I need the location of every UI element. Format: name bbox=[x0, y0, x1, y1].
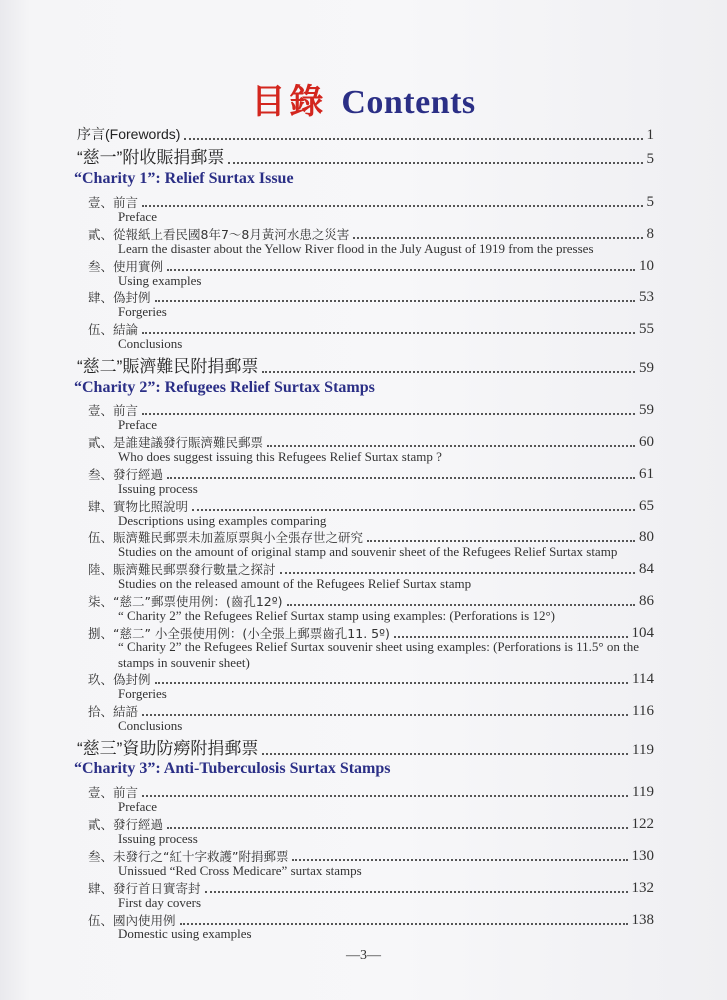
dot-leader bbox=[142, 332, 635, 334]
section-title-en: Issuing process bbox=[118, 481, 198, 496]
section-title-zh: 柒、“慈二”郵票使用例：(齒孔12º) bbox=[88, 594, 283, 609]
section-title-en: Issuing process bbox=[118, 831, 198, 846]
toc-section bbox=[88, 431, 654, 451]
title-chinese: 目錄 bbox=[251, 84, 328, 121]
page-number: —3— bbox=[346, 948, 381, 963]
toc-section bbox=[88, 668, 654, 688]
chapter-title-en: “Charity 2”: Refugees Relief Surtax Stamps bbox=[74, 379, 375, 396]
toc-page-number: 5 bbox=[646, 194, 654, 210]
section-title-en: Preface bbox=[118, 799, 157, 814]
toc-chapter-2 bbox=[77, 357, 654, 377]
dot-leader bbox=[267, 445, 635, 447]
section-title-en: Domestic using examples bbox=[118, 926, 252, 941]
toc-section bbox=[88, 463, 654, 483]
toc-page-number: 60 bbox=[639, 434, 654, 450]
page-title bbox=[0, 74, 727, 123]
section-title-en: “ Charity 2” the Refugees Relief Surtax stamp using examples: (Perforations is 12°) bbox=[118, 608, 555, 623]
section-title-zh: 拾、結語 bbox=[88, 704, 139, 719]
section-title-zh: 肆、偽封例 bbox=[88, 290, 151, 305]
dot-leader bbox=[353, 237, 642, 239]
section-title-en: Using examples bbox=[118, 273, 202, 288]
section-title-zh: 貳、是誰建議發行賑濟難民郵票 bbox=[88, 435, 264, 450]
dot-leader bbox=[280, 572, 635, 574]
dot-leader bbox=[292, 859, 627, 861]
section-title-en: Conclusions bbox=[118, 718, 183, 733]
section-title-en: Forgeries bbox=[118, 686, 167, 701]
dot-leader bbox=[167, 827, 627, 829]
section-title-en: Preface bbox=[118, 417, 157, 432]
section-title-zh: 捌、“慈二” 小全張使用例：(小全張上郵票齒孔11. 5º) bbox=[88, 626, 390, 641]
title-english: Contents bbox=[341, 84, 476, 121]
chapter-title-en: “Charity 1”: Relief Surtax Issue bbox=[74, 170, 294, 187]
toc-entry-label: 序言(Forewords) bbox=[77, 126, 181, 142]
toc-page-number: 1 bbox=[646, 127, 654, 143]
section-title-en: Descriptions using examples comparing bbox=[118, 513, 327, 528]
toc-page-number: 53 bbox=[639, 289, 654, 305]
toc-section bbox=[88, 526, 654, 546]
section-title-zh: 玖、偽封例 bbox=[88, 672, 151, 687]
dot-leader bbox=[262, 753, 628, 755]
section-title-en: Unissued “Red Cross Medicare” surtax stamps bbox=[118, 863, 362, 878]
dot-leader bbox=[142, 205, 642, 207]
toc-chapter-1 bbox=[77, 148, 654, 168]
section-title-en: Studies on the amount of original stamp and souvenir sheet of the Refugees Relief Surtax stamp bbox=[118, 544, 618, 559]
toc-section bbox=[88, 495, 654, 515]
section-title-zh: 壹、前言 bbox=[88, 195, 139, 210]
toc-section bbox=[88, 223, 654, 243]
section-title-en: Studies on the released amount of the Refugees Relief Surtax stamp bbox=[118, 576, 472, 591]
chapter-title-zh: “慈二”賑濟難民附捐郵票 bbox=[77, 357, 259, 376]
toc-section bbox=[88, 845, 654, 865]
section-title-zh: 陸、賑濟難民郵票發行數量之探討 bbox=[88, 562, 276, 577]
dot-leader bbox=[142, 714, 628, 716]
toc-chapter-3 bbox=[77, 739, 654, 759]
dot-leader bbox=[142, 413, 635, 415]
section-title-zh: 壹、前言 bbox=[88, 785, 139, 800]
dot-leader bbox=[155, 300, 635, 302]
toc-page-number: 80 bbox=[639, 529, 654, 545]
toc-section bbox=[88, 255, 654, 275]
section-title-zh: 伍、結論 bbox=[88, 322, 139, 337]
chapter-title-en: “Charity 3”: Anti-Tuberculosis Surtax Stamps bbox=[74, 760, 391, 777]
dot-leader bbox=[192, 509, 635, 511]
dot-leader bbox=[184, 138, 642, 140]
section-title-zh: 貳、從報紙上看民國8年7～8月黃河水患之災害 bbox=[88, 227, 350, 242]
section-title-zh: 肆、實物比照說明 bbox=[88, 499, 189, 514]
dot-leader bbox=[228, 162, 642, 164]
toc-page-number: 59 bbox=[639, 402, 654, 418]
toc-page-number: 10 bbox=[639, 258, 654, 274]
section-title-en: Preface bbox=[118, 209, 157, 224]
chapter-title-zh: “慈三”資助防癆附捐郵票 bbox=[77, 739, 259, 758]
toc-page-number: 61 bbox=[639, 466, 654, 482]
toc-page-number: 114 bbox=[632, 671, 654, 687]
toc-section bbox=[88, 399, 654, 419]
dot-leader bbox=[287, 604, 635, 606]
toc-section bbox=[88, 318, 654, 338]
toc-section bbox=[88, 191, 654, 211]
dot-leader bbox=[155, 682, 629, 684]
toc-page-number: 119 bbox=[632, 784, 654, 800]
toc-page-number: 130 bbox=[631, 848, 654, 864]
section-title-en: Conclusions bbox=[118, 336, 183, 351]
toc-page-number: 55 bbox=[639, 321, 654, 337]
section-title-zh: 貳、發行經過 bbox=[88, 817, 164, 832]
section-title-en: Learn the disaster about the Yellow River flood in the July August of 1919 from the presses bbox=[118, 241, 594, 256]
section-title-zh: 叁、未發行之“紅十字救護”附捐郵票 bbox=[88, 849, 289, 864]
dot-leader bbox=[367, 540, 635, 542]
toc-page-number: 59 bbox=[639, 360, 654, 376]
toc-section bbox=[88, 558, 654, 578]
section-title-zh: 肆、發行首日實寄封 bbox=[88, 881, 201, 896]
section-title-en: Who does suggest issuing this Refugees Relief Surtax stamp ? bbox=[118, 449, 442, 464]
toc-section bbox=[88, 877, 654, 897]
section-title-zh: 叁、發行經過 bbox=[88, 467, 164, 482]
dot-leader bbox=[167, 477, 635, 479]
dot-leader bbox=[394, 636, 628, 638]
section-title-zh: 伍、賑濟難民郵票未加蓋原票與小全張存世之研究 bbox=[88, 530, 364, 545]
toc-section bbox=[88, 700, 654, 720]
dot-leader bbox=[142, 795, 628, 797]
dot-leader bbox=[262, 371, 635, 373]
section-title-zh: 伍、國內使用例 bbox=[88, 913, 176, 928]
toc-page-number: 122 bbox=[631, 816, 654, 832]
toc-section bbox=[88, 590, 654, 610]
dot-leader bbox=[180, 923, 628, 925]
dot-leader bbox=[167, 269, 635, 271]
section-title-en: First day covers bbox=[118, 895, 202, 910]
toc-page-number: 104 bbox=[631, 625, 654, 641]
section-title-zh: 壹、前言 bbox=[88, 403, 139, 418]
toc-page-number: 8 bbox=[646, 226, 654, 242]
toc-page-number: 5 bbox=[646, 151, 654, 167]
toc-page-number: 86 bbox=[639, 593, 654, 609]
toc-section bbox=[88, 286, 654, 306]
dot-leader bbox=[205, 891, 628, 893]
section-title-zh: 叁、使用實例 bbox=[88, 259, 164, 274]
chapter-title-zh: “慈一”附收賑捐郵票 bbox=[77, 148, 225, 167]
toc-section bbox=[88, 813, 654, 833]
toc-page-number: 84 bbox=[639, 561, 654, 577]
toc-page-number: 119 bbox=[632, 742, 654, 758]
toc-page-number: 65 bbox=[639, 498, 654, 514]
toc-section bbox=[88, 781, 654, 801]
toc-entry-forewords bbox=[77, 124, 654, 144]
toc-page-number: 132 bbox=[631, 880, 654, 896]
section-title-en: Forgeries bbox=[118, 304, 167, 319]
toc-page-number: 116 bbox=[632, 703, 654, 719]
section-title-en: “ Charity 2” the Refugees Relief Surtax souvenir sheet using examples: (Perforations is 11.5° on the stamps in souvenir sheet) bbox=[118, 639, 639, 670]
toc-page-number: 138 bbox=[631, 912, 654, 928]
